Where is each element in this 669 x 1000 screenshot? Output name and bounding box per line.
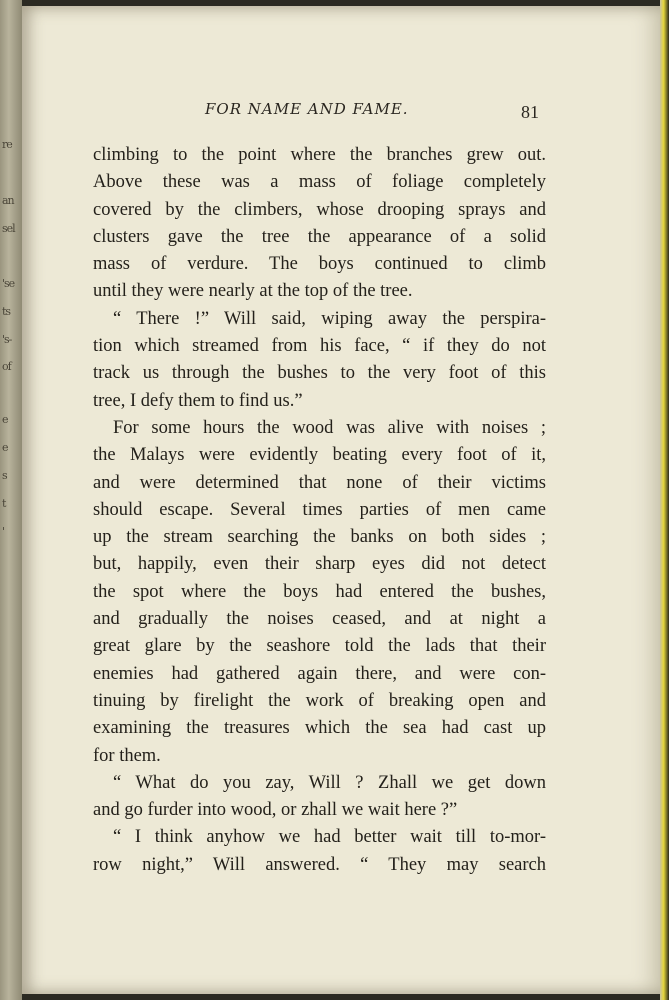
text-line: great glare by the seashore told the lads that their xyxy=(93,636,546,657)
text-line: For some hours the wood was alive with noises ; xyxy=(113,417,546,438)
facing-page-fragment: of xyxy=(2,360,11,373)
text-line: until they were nearly at the top of the tree. xyxy=(93,281,413,302)
facing-page-fragment: re xyxy=(2,138,12,151)
running-title: FOR NAME AND FAME. xyxy=(205,100,409,118)
text-line: tion which streamed from his face, “ if they do not xyxy=(93,336,546,357)
text-line: examining the treasures which the sea had cast up xyxy=(93,718,546,739)
text-line: track us through the bushes to the very foot of this xyxy=(93,363,546,384)
text-line: enemies had gathered again there, and were con- xyxy=(93,663,546,684)
body-text xyxy=(93,142,546,879)
page-number: 81 xyxy=(521,102,539,122)
text-line: and go furder into wood, or zhall we wait here ?” xyxy=(93,800,458,821)
facing-page-fragment: e xyxy=(2,413,8,426)
text-line: clusters gave the tree the appearance of a solid xyxy=(93,226,546,247)
text-line: should escape. Several times parties of men came xyxy=(93,499,546,520)
text-line: “ I think anyhow we had better wait till to-mor- xyxy=(113,827,546,848)
text-line: up the stream searching the banks on both sides ; xyxy=(93,527,546,548)
text-line: and were determined that none of their victims xyxy=(93,472,546,493)
facing-page-fragment: an xyxy=(2,194,14,207)
text-line: Above these was a mass of foliage completely xyxy=(93,172,546,193)
text-line: and gradually the noises ceased, and at night a xyxy=(93,609,546,630)
text-line: covered by the climbers, whose drooping sprays and xyxy=(93,199,546,220)
running-header xyxy=(0,100,660,126)
facing-page-fragment: ts xyxy=(2,305,11,318)
text-line: the spot where the boys had entered the bushes, xyxy=(93,581,546,602)
facing-page-fragment: e xyxy=(2,441,8,454)
text-line: tree, I defy them to find us.” xyxy=(93,390,303,411)
facing-page-fragment: s xyxy=(2,469,7,482)
facing-page-edge xyxy=(0,0,22,1000)
facing-page-fragment: sel xyxy=(2,222,15,235)
text-line: climbing to the point where the branches grew out. xyxy=(93,145,546,165)
text-line: tinuing by firelight the work of breaking open and xyxy=(93,690,546,711)
text-line: “ There !” Will said, wiping away the perspira- xyxy=(113,308,546,329)
facing-page-fragment: 'se xyxy=(2,277,15,290)
facing-page-fragment: 's- xyxy=(2,333,12,346)
text-line: for them. xyxy=(93,745,161,766)
facing-page-fragment: ' xyxy=(2,525,5,538)
text-line: but, happily, even their sharp eyes did not detect xyxy=(93,554,546,575)
text-line: “ What do you zay, Will ? Zhall we get down xyxy=(113,772,546,793)
text-line: row night,” Will answered. “ They may search xyxy=(93,854,546,875)
page-edge-right xyxy=(660,0,669,1000)
facing-page-fragment: t xyxy=(2,497,6,510)
text-line: mass of verdure. The boys continued to climb xyxy=(93,254,546,275)
text-line: the Malays were evidently beating every foot of it, xyxy=(93,445,546,466)
